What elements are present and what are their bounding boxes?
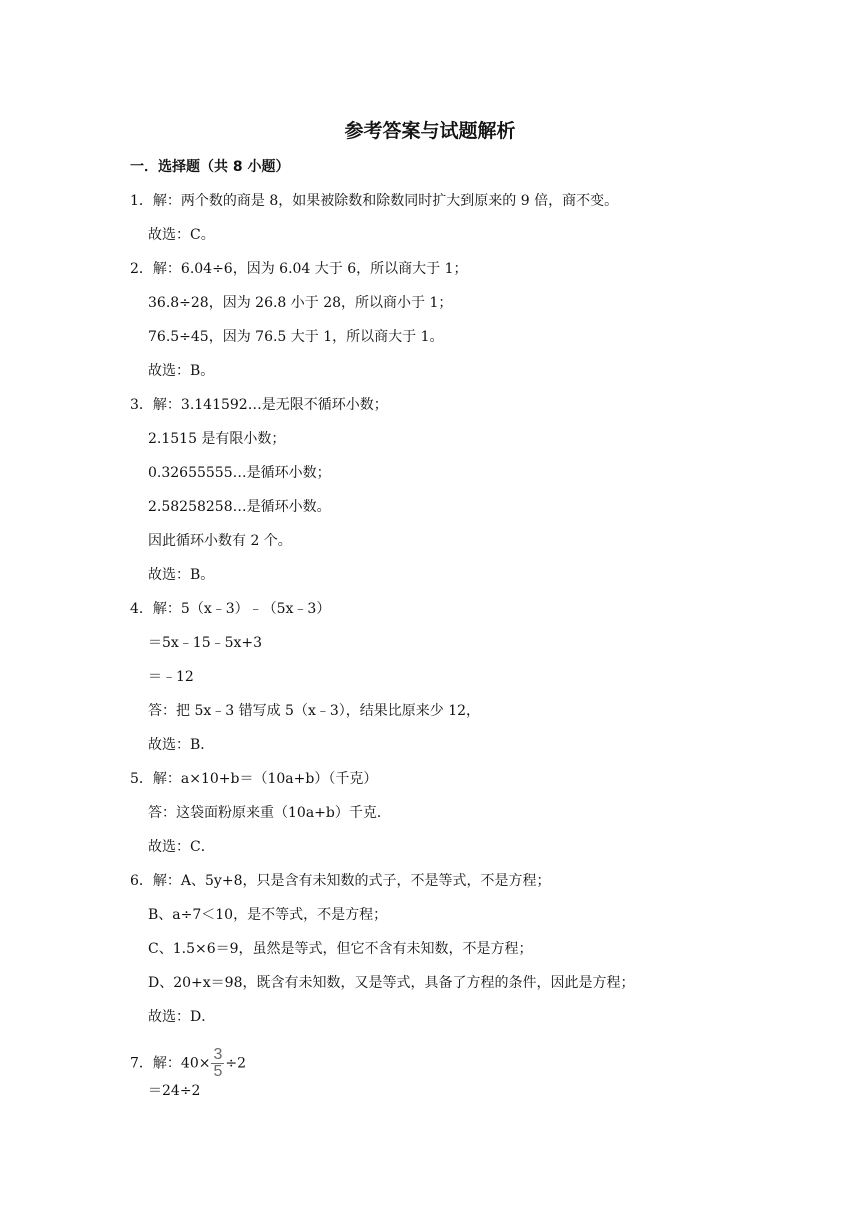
answer-line: ＝﹣12 — [148, 669, 194, 685]
fraction-denominator: 5 — [213, 1063, 223, 1080]
answer-line: 1．解：两个数的商是 8，如果被除数和除数同时扩大到原来的 9 倍，商不变。 — [130, 193, 619, 209]
answer-line: 76.5÷45，因为 76.5 大于 1，所以商大于 1。 — [148, 329, 444, 345]
answer-line: 故选：B． — [148, 737, 215, 753]
answer-line: 2.1515 是有限小数； — [148, 431, 286, 447]
answer-line: 答：把 5x﹣3 错写成 5（x﹣3），结果比原来少 12， — [148, 703, 481, 719]
fraction — [211, 1047, 224, 1080]
q7-expression — [130, 1047, 246, 1080]
answer-line: C、1.5×6＝9，虽然是等式，但它不含有未知数，不是方程； — [148, 941, 533, 957]
answer-line: 故选：D． — [148, 1009, 216, 1025]
answer-line: 故选：C． — [148, 839, 215, 855]
answer-line: 2．解：6.04÷6，因为 6.04 大于 6，所以商大于 1； — [130, 261, 468, 277]
answer-line: 答：这袋面粉原来重（10a+b）千克． — [148, 805, 391, 821]
answer-line: 6．解：A、5y+8，只是含有未知数的式子，不是等式，不是方程； — [130, 873, 551, 889]
answer-line: 故选：B。 — [148, 363, 215, 379]
q7-prefix: 7．解：40× — [130, 1055, 211, 1072]
fraction-numerator: 3 — [213, 1046, 223, 1063]
answer-line: 故选：C。 — [148, 227, 215, 243]
q7-suffix: ÷2 — [225, 1055, 246, 1072]
answer-line: 4．解：5（x﹣3）﹣（5x﹣3） — [130, 601, 331, 617]
section-heading: 一．选择题（共 8 小题） — [130, 159, 290, 175]
answer-line: 36.8÷28，因为 26.8 小于 28，所以商小于 1； — [148, 295, 453, 311]
answer-line: 0.32655555…是循环小数； — [148, 465, 331, 481]
q7-next-line: ＝24÷2 — [148, 1083, 201, 1099]
answer-line: 3．解：3.141592…是无限不循环小数； — [130, 397, 388, 413]
answer-line: B、a÷7＜10，是不等式，不是方程； — [148, 907, 388, 923]
answer-line: 因此循环小数有 2 个。 — [148, 533, 292, 549]
answer-line: 2.58258258…是循环小数。 — [148, 499, 331, 515]
answer-line: ＝5x﹣15﹣5x+3 — [148, 635, 263, 651]
page-title: 参考答案与试题解析 — [344, 120, 516, 142]
answer-line: 故选：B。 — [148, 567, 215, 583]
answer-line: D、20+x＝98，既含有未知数，又是等式，具备了方程的条件，因此是方程； — [148, 975, 635, 991]
answer-line: 5．解：a×10+b＝（10a+b）（千克） — [130, 771, 378, 787]
